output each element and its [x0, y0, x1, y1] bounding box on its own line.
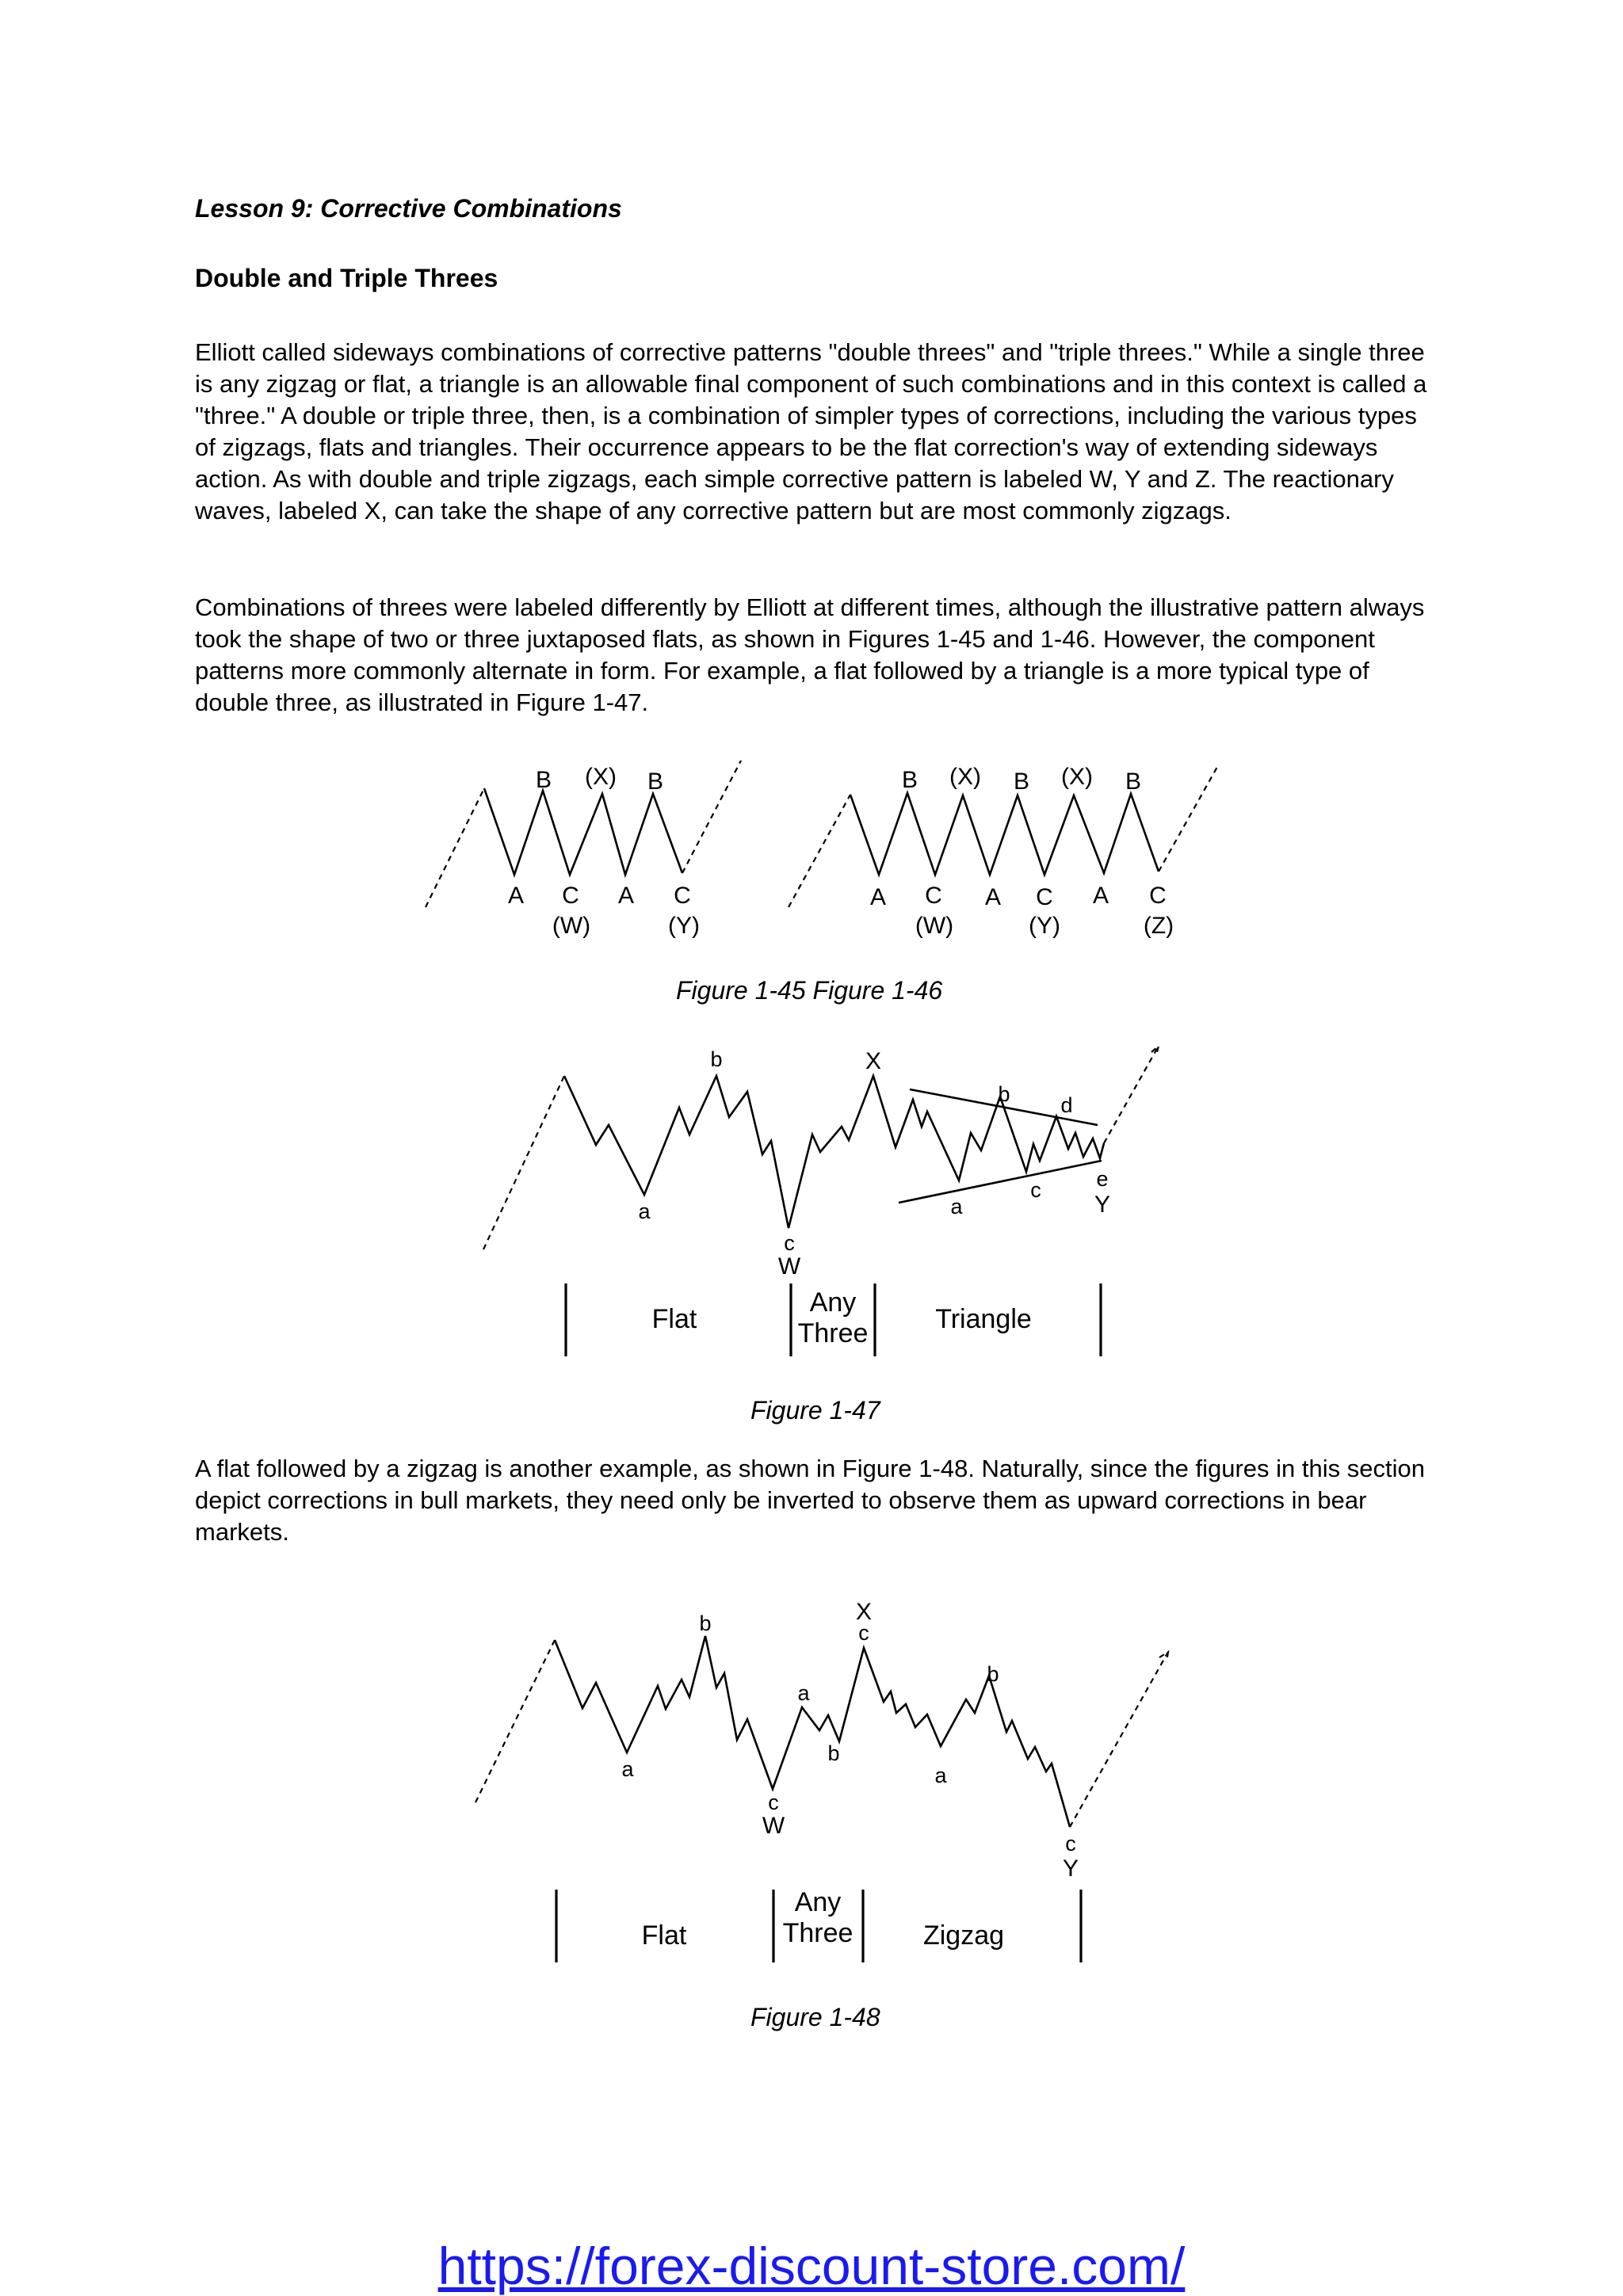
fig46-label: A — [1092, 883, 1109, 909]
fig45-label: A — [507, 883, 525, 909]
fig48-label: X — [855, 1599, 873, 1625]
fig46-label: (Y) — [1029, 913, 1060, 939]
fig46-label: A — [869, 884, 887, 910]
fig47-label: d — [1060, 1093, 1073, 1117]
section-title: Double and Triple Threes — [195, 264, 498, 292]
fig48-label: W — [762, 1813, 785, 1839]
fig47-label: b — [998, 1082, 1010, 1106]
fig48-dash-in — [475, 1640, 555, 1802]
fig48-label: Y — [1062, 1855, 1079, 1882]
footer-website-link[interactable]: https://forex-discount-store.com/ — [437, 2237, 1186, 2295]
paragraph-2: Combinations of threes were labeled differently by Elliott at different times, although the illustrative pattern always took the shape of two or three juxtaposed flats, as shown in Figures 1-45 and 1-46. However, the component patterns more commonly alternate in form. For example, a flat followed by a triangle is a more typical type of double three, as illustrated in Figure 1-47. — [195, 593, 1425, 716]
fig48-segment-label: Three — [782, 1918, 854, 1948]
fig45-label: B — [647, 769, 664, 795]
fig48-dash-out — [1070, 1652, 1168, 1827]
fig46-label: (X) — [1061, 764, 1093, 790]
fig45-label: (X) — [585, 764, 617, 790]
fig47-label: Y — [1094, 1192, 1111, 1218]
fig47-label: W — [777, 1253, 801, 1280]
fig47-label: a — [638, 1199, 651, 1223]
fig47-label: c — [784, 1231, 795, 1255]
figure-1-45-1-46-caption: Figure 1-45 Figure 1-46 — [676, 976, 943, 1005]
fig47-label: a — [950, 1195, 963, 1219]
fig47-label: b — [710, 1047, 723, 1071]
fig48-label: a — [621, 1757, 634, 1781]
fig45-label: (Y) — [668, 913, 700, 939]
fig47-segment-label: Flat — [651, 1304, 697, 1334]
fig47-label: c — [1030, 1178, 1041, 1202]
fig46-label: B — [901, 767, 918, 793]
fig46-label: B — [1013, 769, 1030, 795]
fig48-label: a — [797, 1681, 810, 1705]
figure-1-48-caption: Figure 1-48 — [750, 2003, 880, 2031]
fig46-label: C — [1149, 883, 1167, 909]
fig48-label: c — [858, 1621, 869, 1645]
fig46-label: B — [1125, 769, 1142, 795]
paragraph-3: A flat followed by a zigzag is another example, as shown in Figure 1-48. Naturally, since the figures in this section depict corrections in bull markets, they need only be inverted to observe them as upward corrections in bear markets. — [195, 1455, 1425, 1546]
fig46-label: (W) — [915, 913, 954, 939]
paragraph-1: Elliott called sideways combinations of corrective patterns "double threes" and "triple threes." While a single three is any zigzag or flat, a triangle is an allowable final component of such combinations and in this context is called a "three." A double or triple three, then, is a combination of simpler types of corrections, including the various types of zigzags, flats and triangles. Their occurrence appears to be the flat correction's way of extending sideways action. As with double and triple zigzags, each simple corrective pattern is labeled W, Y and Z. The reactionary waves, labeled X, can take the shape of any corrective pattern but are most commonly zigzags. — [195, 338, 1427, 524]
fig48-label: b — [699, 1611, 712, 1635]
fig48-label: c — [768, 1791, 779, 1814]
lesson-title: Lesson 9: Corrective Combinations — [195, 194, 622, 223]
fig47-label: X — [865, 1048, 882, 1074]
fig45-label: C — [562, 883, 579, 909]
fig47-segment-label: Three — [797, 1318, 869, 1348]
fig45-label: C — [674, 883, 691, 909]
fig48-label: b — [827, 1741, 840, 1765]
fig46-label: C — [925, 883, 942, 909]
fig46-label: C — [1036, 884, 1053, 910]
figure-1-47-caption: Figure 1-47 — [750, 1396, 880, 1425]
fig48-segment-label: Zigzag — [922, 1920, 1005, 1951]
fig48-label: b — [987, 1662, 999, 1686]
fig47-segment-label: Any — [809, 1287, 857, 1318]
fig45-label: B — [535, 767, 552, 793]
fig47-label: e — [1096, 1167, 1109, 1191]
fig48-segment-label: Any — [794, 1887, 842, 1917]
fig45-label: (W) — [552, 913, 591, 939]
fig46-label: (X) — [949, 764, 981, 790]
fig48-segment-label: Flat — [641, 1920, 687, 1951]
fig46-label: (Z) — [1143, 913, 1174, 939]
fig48-label: c — [1065, 1832, 1076, 1855]
fig48-label: a — [934, 1764, 947, 1787]
fig45-label: A — [617, 883, 635, 909]
fig46-label: A — [984, 884, 1002, 910]
fig47-segment-label: Triangle — [935, 1304, 1032, 1334]
